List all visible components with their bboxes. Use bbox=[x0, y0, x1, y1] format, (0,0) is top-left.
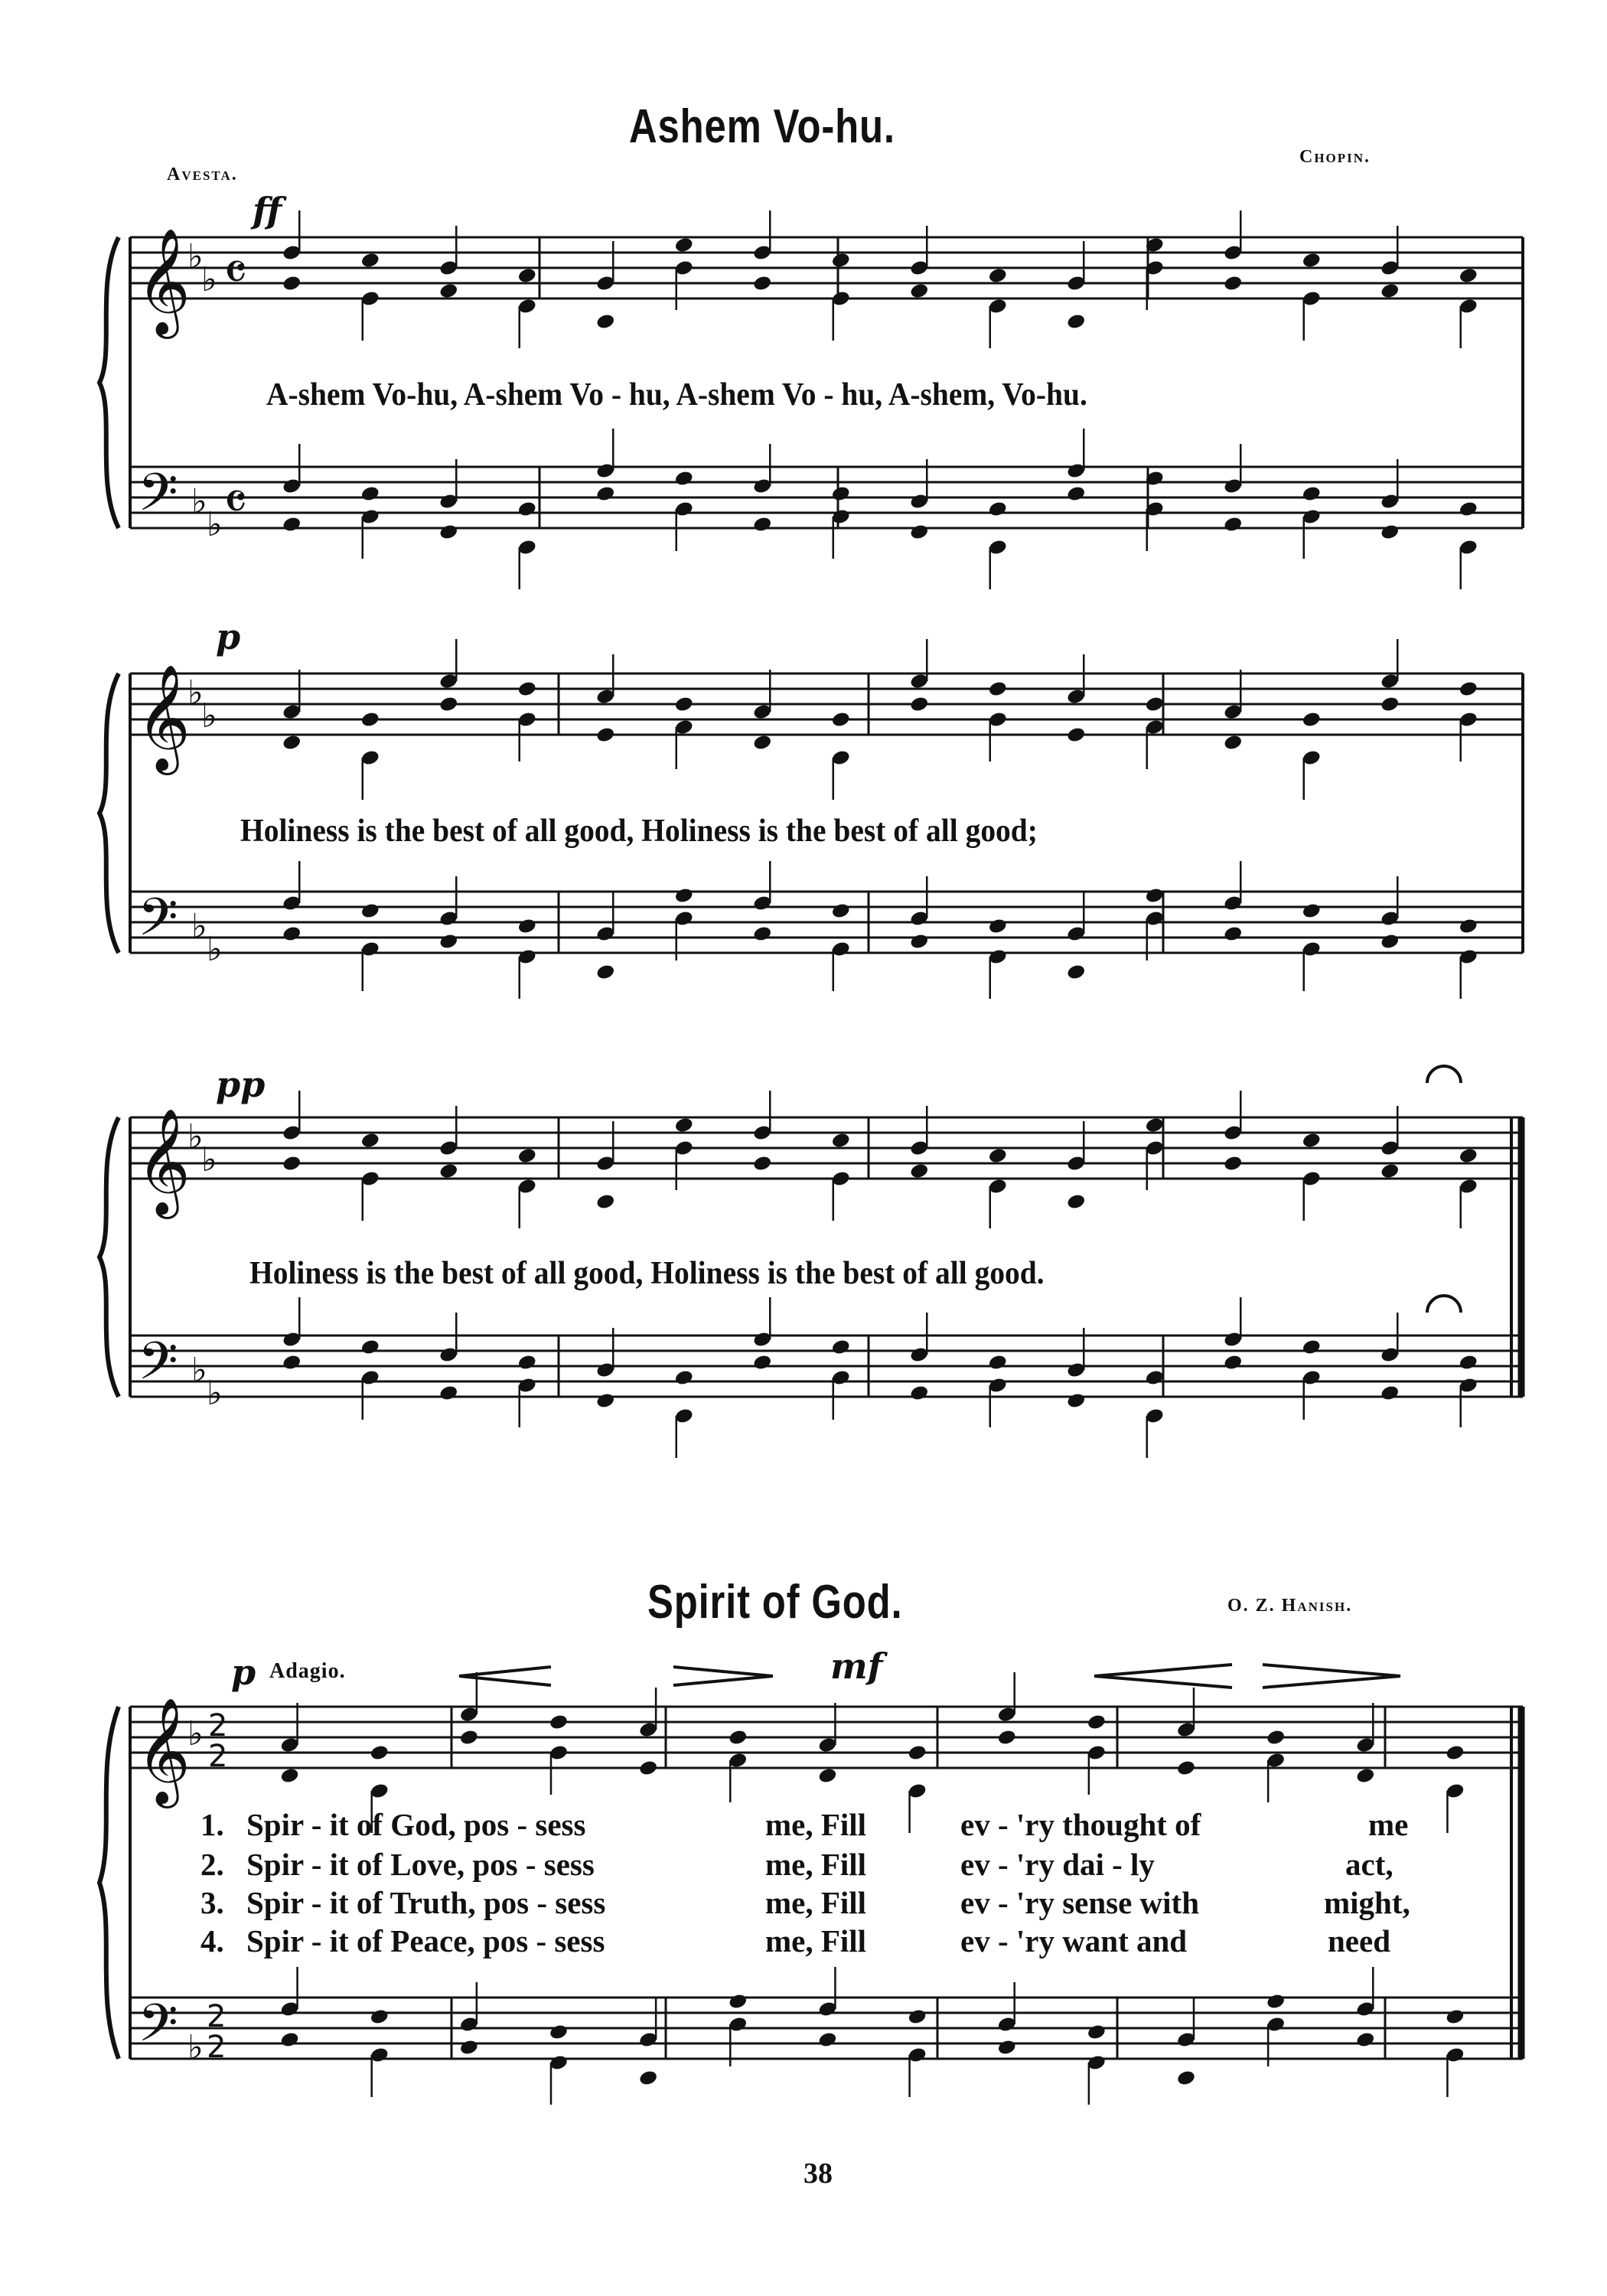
bass-notes-notehead bbox=[988, 1354, 1008, 1371]
treble-notes-notehead bbox=[1380, 1163, 1400, 1180]
treble-notes-notehead bbox=[595, 1193, 615, 1211]
bass-notes-notehead bbox=[909, 933, 929, 951]
bass-notes-notehead bbox=[752, 516, 772, 533]
flat-sign: ♭ bbox=[187, 2028, 204, 2067]
flat-sign: ♭ bbox=[187, 673, 204, 713]
bass-notes-notehead bbox=[1223, 925, 1243, 943]
flat-sign: ♭ bbox=[187, 1117, 204, 1156]
treble-notes-notehead bbox=[988, 1147, 1008, 1165]
treble-notes-notehead bbox=[674, 1117, 694, 1134]
bass-notes-notehead bbox=[360, 1339, 380, 1356]
treble-notes-notehead bbox=[517, 1147, 537, 1165]
bass-notes-notehead bbox=[1380, 933, 1400, 951]
crescendo-hairpin bbox=[459, 1667, 551, 1685]
treble-notes-notehead bbox=[1087, 1714, 1107, 1731]
treble-notes-notehead bbox=[674, 696, 694, 713]
treble-notes-notehead bbox=[831, 711, 851, 729]
bass-notes-notehead bbox=[438, 933, 458, 951]
treble-notes-notehead bbox=[1445, 1744, 1465, 1762]
bass-notes-notehead bbox=[1459, 918, 1478, 935]
dynamic-mf: mf bbox=[830, 1645, 883, 1687]
treble-notes-notehead bbox=[988, 267, 1008, 285]
treble-notes-notehead bbox=[282, 734, 302, 752]
decrescendo-hairpin bbox=[1263, 1665, 1400, 1688]
hymn1-source: Avesta. bbox=[167, 165, 238, 184]
treble-notes-notehead bbox=[997, 1729, 1017, 1746]
hymn1-lyric-line-3: Holiness is the best of all good, Holiness is the best of all good. bbox=[249, 1256, 1045, 1291]
verse-text-d: might, bbox=[1324, 1885, 1410, 1920]
hymn1-composer: Chopin. bbox=[1299, 147, 1371, 167]
treble-notes-notehead bbox=[674, 236, 694, 254]
treble-notes-notehead bbox=[1459, 267, 1478, 285]
treble-clef: 𝄞 bbox=[136, 228, 191, 334]
bass-notes-notehead bbox=[360, 485, 380, 503]
treble-notes-notehead bbox=[1266, 1729, 1286, 1746]
verse-number: 3. bbox=[200, 1885, 224, 1920]
bass-notes-notehead bbox=[1145, 1369, 1165, 1387]
treble-notes-notehead bbox=[360, 252, 380, 269]
treble-notes-notehead bbox=[988, 680, 1008, 698]
bass-notes-notehead bbox=[1066, 485, 1086, 503]
treble-notes-notehead bbox=[370, 1744, 390, 1762]
bass-notes-notehead bbox=[674, 887, 694, 905]
time-signature: 𝄴 bbox=[223, 471, 248, 533]
treble-notes-notehead bbox=[360, 1132, 380, 1150]
bass-notes-notehead bbox=[1145, 887, 1165, 905]
bass-notes-notehead bbox=[1302, 902, 1322, 920]
treble-notes-notehead bbox=[438, 1163, 458, 1180]
treble-notes-notehead bbox=[909, 1163, 929, 1180]
time-signature: 𝄴 bbox=[223, 241, 248, 304]
flat-sign: ♭ bbox=[207, 505, 223, 544]
bass-notes-notehead bbox=[1176, 2069, 1196, 2087]
treble-notes-notehead bbox=[907, 1744, 927, 1762]
treble-notes-notehead bbox=[1302, 1132, 1322, 1150]
crescendo-hairpin bbox=[1094, 1665, 1232, 1688]
bass-notes-notehead bbox=[1302, 485, 1322, 503]
bass-notes-notehead bbox=[907, 2008, 927, 2026]
verse-text-b: me, Fill bbox=[765, 1923, 867, 1958]
bass-notes-notehead bbox=[1445, 2008, 1465, 2026]
treble-notes-notehead bbox=[909, 282, 929, 300]
treble-notes-notehead bbox=[1066, 1193, 1086, 1211]
treble-notes-notehead bbox=[1145, 1117, 1165, 1134]
treble-notes-notehead bbox=[459, 1729, 479, 1746]
dynamic-p: p bbox=[216, 616, 241, 657]
treble-clef: 𝄞 bbox=[136, 1698, 191, 1804]
treble-notes-notehead bbox=[549, 1714, 569, 1731]
time-signature: 2 bbox=[208, 1708, 228, 1743]
verse-text-d: me bbox=[1368, 1807, 1409, 1842]
bass-clef: 𝄢 bbox=[138, 1332, 178, 1404]
verse-text-b: me, Fill bbox=[765, 1885, 867, 1920]
treble-notes-notehead bbox=[1459, 1147, 1478, 1165]
treble-notes-notehead bbox=[728, 1729, 748, 1746]
bass-notes-notehead bbox=[282, 925, 302, 943]
bass-notes-notehead bbox=[595, 1392, 615, 1410]
treble-notes-notehead bbox=[438, 282, 458, 300]
flat-sign: ♭ bbox=[187, 237, 204, 276]
flat-sign: ♭ bbox=[201, 696, 217, 735]
treble-notes-notehead bbox=[438, 696, 458, 713]
verse-text-a: Spir - it of God, pos - sess bbox=[246, 1807, 586, 1842]
decrescendo-hairpin bbox=[673, 1667, 773, 1685]
flat-sign: ♭ bbox=[187, 1714, 204, 1753]
bass-notes-notehead bbox=[638, 2069, 658, 2087]
bass-notes-notehead bbox=[831, 902, 851, 920]
bass-notes-notehead bbox=[438, 523, 458, 541]
bass-notes-notehead bbox=[1223, 1354, 1243, 1371]
dynamic-ff: ff bbox=[253, 190, 282, 231]
bass-notes-notehead bbox=[549, 2024, 569, 2041]
page-number: 38 bbox=[804, 2157, 833, 2190]
bass-notes-notehead bbox=[909, 523, 929, 541]
time-signature: 2 bbox=[207, 1999, 227, 2034]
bass-notes-notehead bbox=[517, 501, 537, 518]
treble-notes-notehead bbox=[1223, 734, 1243, 752]
bass-notes-notehead bbox=[817, 2031, 837, 2049]
flat-sign: ♭ bbox=[207, 1374, 223, 1413]
bass-notes-notehead bbox=[370, 2008, 390, 2026]
bass-notes-notehead bbox=[1459, 501, 1478, 518]
treble-notes-notehead bbox=[1176, 1760, 1196, 1777]
bass-notes-notehead bbox=[1380, 1384, 1400, 1402]
bass-notes-notehead bbox=[752, 1354, 772, 1371]
brace bbox=[99, 673, 119, 953]
treble-notes-notehead bbox=[595, 726, 615, 744]
bass-notes-notehead bbox=[674, 1369, 694, 1387]
flat-sign: ♭ bbox=[207, 930, 223, 969]
hymn1-lyric-line-1: A-shem Vo-hu, A-shem Vo - hu, A-shem Vo - hu, A-shem, Vo-hu. bbox=[266, 377, 1087, 413]
verse-text-b: me, Fill bbox=[765, 1807, 867, 1842]
treble-notes-notehead bbox=[517, 267, 537, 285]
bass-notes-notehead bbox=[752, 925, 772, 943]
treble-notes-notehead bbox=[1355, 1767, 1375, 1785]
verse-text-d: act, bbox=[1345, 1847, 1393, 1882]
dynamic-p-hymn2: p bbox=[231, 1652, 256, 1693]
verse-text-c: ev - 'ry sense with bbox=[960, 1885, 1200, 1920]
treble-notes-notehead bbox=[279, 1767, 299, 1785]
bass-notes-notehead bbox=[988, 918, 1008, 935]
bass-notes-notehead bbox=[909, 1384, 929, 1402]
bass-notes-notehead bbox=[728, 1993, 748, 2011]
treble-notes-notehead bbox=[752, 275, 772, 292]
treble-notes-notehead bbox=[831, 1132, 851, 1150]
treble-notes-notehead bbox=[1066, 726, 1086, 744]
bass-notes-notehead bbox=[831, 485, 851, 503]
treble-notes-notehead bbox=[1066, 313, 1086, 331]
treble-notes-notehead bbox=[517, 680, 537, 698]
treble-notes-notehead bbox=[1459, 680, 1478, 698]
hymn2-title: Spirit of God. bbox=[647, 1576, 903, 1629]
bass-notes-notehead bbox=[1223, 516, 1243, 533]
bass-notes-notehead bbox=[279, 2031, 299, 2049]
bass-notes-notehead bbox=[517, 918, 537, 935]
treble-notes-notehead bbox=[909, 696, 929, 713]
flat-sign: ♭ bbox=[191, 1351, 207, 1390]
bass-notes-notehead bbox=[1302, 1339, 1322, 1356]
bass-notes-notehead bbox=[988, 501, 1008, 518]
brace bbox=[99, 237, 119, 528]
bass-notes-notehead bbox=[674, 470, 694, 488]
treble-notes-notehead bbox=[1380, 282, 1400, 300]
bass-notes-notehead bbox=[1380, 523, 1400, 541]
bass-notes-notehead bbox=[1066, 1392, 1086, 1410]
dynamic-pp: pp bbox=[216, 1064, 266, 1105]
verse-number: 2. bbox=[200, 1847, 224, 1882]
treble-notes-notehead bbox=[282, 1155, 302, 1172]
treble-notes-notehead bbox=[752, 734, 772, 752]
treble-notes-notehead bbox=[1145, 696, 1165, 713]
treble-notes-notehead bbox=[360, 711, 380, 729]
verse-number: 1. bbox=[200, 1807, 224, 1842]
verse-text-a: Spir - it of Love, pos - sess bbox=[246, 1847, 595, 1882]
time-signature: 2 bbox=[207, 2030, 227, 2065]
treble-notes-notehead bbox=[595, 313, 615, 331]
tempo-marking: Adagio. bbox=[269, 1659, 346, 1683]
bass-notes-notehead bbox=[1266, 1993, 1286, 2011]
bass-notes-notehead bbox=[282, 516, 302, 533]
bass-notes-notehead bbox=[459, 2039, 479, 2056]
treble-notes-notehead bbox=[831, 252, 851, 269]
treble-notes-notehead bbox=[1302, 711, 1322, 729]
flat-sign: ♭ bbox=[201, 260, 217, 299]
flat-sign: ♭ bbox=[191, 482, 207, 521]
verse-text-c: ev - 'ry dai - ly bbox=[960, 1847, 1155, 1882]
verse-text-a: Spir - it of Truth, pos - sess bbox=[246, 1885, 606, 1920]
verse-text-b: me, Fill bbox=[765, 1847, 867, 1882]
bass-notes-notehead bbox=[282, 1354, 302, 1371]
bass-clef: 𝄢 bbox=[138, 888, 178, 960]
bass-notes-notehead bbox=[997, 2039, 1017, 2056]
bass-notes-notehead bbox=[438, 1384, 458, 1402]
verse-text-c: ev - 'ry thought of bbox=[960, 1807, 1201, 1842]
verse-text-c: ev - 'ry want and bbox=[960, 1923, 1188, 1958]
bass-notes-notehead bbox=[831, 1339, 851, 1356]
bass-clef: 𝄢 bbox=[138, 463, 178, 536]
hymn2-composer: O. Z. Hanish. bbox=[1227, 1596, 1353, 1616]
treble-clef: 𝄞 bbox=[136, 664, 191, 771]
time-signature: 2 bbox=[208, 1739, 228, 1774]
bass-clef: 𝄢 bbox=[138, 1994, 178, 2066]
verse-number: 4. bbox=[200, 1923, 224, 1958]
treble-notes-notehead bbox=[638, 1760, 658, 1777]
bass-notes-notehead bbox=[1087, 2024, 1107, 2041]
bass-notes-notehead bbox=[595, 964, 615, 981]
brace bbox=[99, 1117, 119, 1397]
bass-notes-notehead bbox=[1355, 2031, 1375, 2049]
brace bbox=[99, 1707, 119, 2059]
hymn1-title: Ashem Vo-hu. bbox=[629, 100, 895, 153]
verse-text-d: need bbox=[1328, 1923, 1390, 1958]
fermata bbox=[1427, 1296, 1461, 1313]
bass-notes-notehead bbox=[1459, 1354, 1478, 1371]
fermata bbox=[1427, 1066, 1461, 1083]
bass-notes-notehead bbox=[595, 485, 615, 503]
hymn1-lyric-line-2: Holiness is the best of all good, Holiness is the best of all good; bbox=[240, 814, 1038, 849]
bass-notes-notehead bbox=[360, 902, 380, 920]
treble-notes-notehead bbox=[752, 1155, 772, 1172]
treble-notes-notehead bbox=[282, 275, 302, 292]
treble-notes-notehead bbox=[1223, 1155, 1243, 1172]
bass-notes-notehead bbox=[517, 1354, 537, 1371]
treble-clef: 𝄞 bbox=[136, 1108, 191, 1215]
bass-notes-notehead bbox=[1066, 964, 1086, 981]
verse-text-a: Spir - it of Peace, pos - sess bbox=[246, 1923, 605, 1958]
flat-sign: ♭ bbox=[201, 1140, 217, 1179]
treble-notes-notehead bbox=[1380, 696, 1400, 713]
flat-sign: ♭ bbox=[191, 907, 207, 946]
treble-notes-notehead bbox=[1223, 275, 1243, 292]
treble-notes-notehead bbox=[817, 1767, 837, 1785]
treble-notes-notehead bbox=[1302, 252, 1322, 269]
